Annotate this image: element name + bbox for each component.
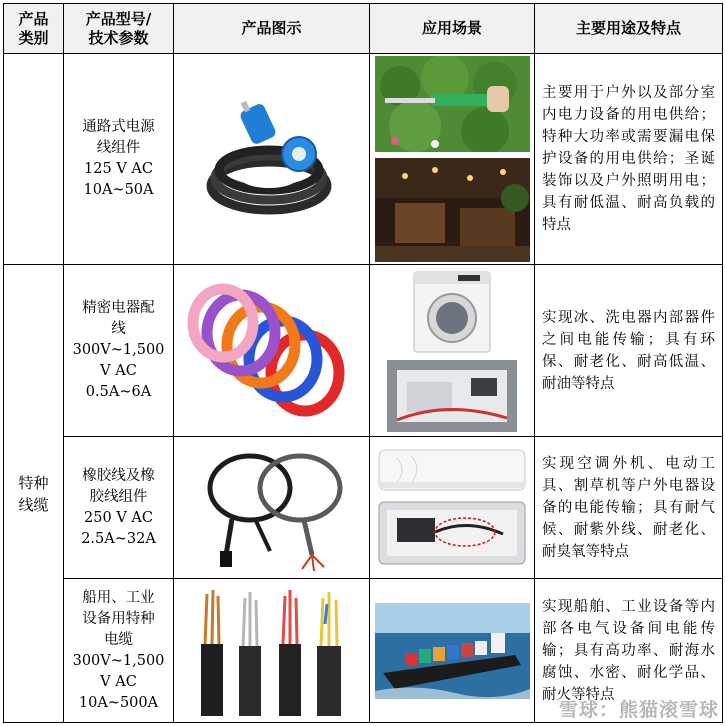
spec-cell (64, 265, 174, 437)
spec-cell (64, 579, 174, 723)
appliance-interior-photo (387, 360, 517, 432)
spec-cell (64, 54, 174, 265)
table-row (4, 265, 723, 437)
spec-line: 线 (111, 321, 126, 337)
scene-cell (370, 265, 535, 437)
washing-machine-photo (406, 270, 498, 354)
container-ship-photo (375, 603, 530, 699)
spec-line: 125 V AC (84, 161, 153, 177)
header-model-text: 产品型号/ 技术参数 (85, 9, 152, 47)
outdoor-night-lighting-photo (375, 158, 530, 262)
usage-cell: 实现冰、洗电器内部器件之间电能传输；具有环保、耐老化、耐高低温、耐油等特点 (535, 265, 723, 437)
table-row (4, 54, 723, 265)
usage-cell: 实现空调外机、电动工具、割草机等户外电器设备的电能传输；具有耐气候、耐紫外线、耐老化、耐臭氧等特点 (535, 437, 723, 579)
product-image-cell (174, 579, 370, 723)
table-row (4, 437, 723, 579)
ac-unit-wiring-photo (377, 498, 527, 568)
category-cell (4, 265, 64, 723)
spec-line: V AC (100, 673, 137, 690)
spec-cell (64, 437, 174, 579)
header-model (64, 4, 174, 54)
spec-line: 250 V AC (84, 509, 153, 526)
spec-line: 船用、工业 (82, 589, 155, 606)
usage-cell: 实现船舶、工业设备等内部各电气设备间电能传输；具有高功率、耐海水腐蚀、水密、耐化学品、耐火等特点 (535, 579, 723, 723)
spec-line: 橡胶线及橡 (82, 467, 155, 484)
spec-line: 10A~50A (83, 182, 154, 198)
product-image-cell (174, 265, 370, 437)
usage-cell: 主要用于户外以及部分室内电力设备的用电供给；特种大功率或需要漏电保护设备的用电供给；圣诞装饰以及户外照明用电；具有耐低温、耐高负载的特点 (535, 54, 723, 265)
colored-wire-coils-icon (187, 281, 357, 421)
spec-line: 0.5A~6A (85, 384, 152, 400)
header-category-text: 产品 类别 (18, 9, 49, 47)
product-image-cell (174, 437, 370, 579)
rubber-cable-assembly-icon (192, 443, 352, 573)
header-image: 产品图示 (174, 4, 370, 54)
scene-cell (370, 437, 535, 579)
coiled-power-cord-icon (197, 94, 347, 224)
spec-line: 线组件 (96, 140, 141, 156)
spec-line: 通路式电源 (82, 119, 155, 135)
category-special-text: 特种 线缆 (18, 473, 49, 514)
spec-line: 精密电器配 (82, 300, 155, 316)
table-header-row (4, 4, 723, 54)
watermark: 雪球：熊猫滚雪球 (558, 699, 719, 721)
product-table (3, 3, 723, 723)
product-image-cell (174, 54, 370, 265)
spec-line: V AC (100, 363, 137, 379)
category-cell-empty (4, 54, 64, 265)
scene-cell (370, 579, 535, 723)
header-category (4, 4, 64, 54)
air-conditioner-photo (377, 448, 527, 492)
marine-cable-cross-section-icon (187, 584, 357, 718)
scene-cell (370, 54, 535, 265)
spec-line: 300V~1,500 (72, 342, 165, 358)
spec-line: 设备用特种 (82, 610, 155, 627)
header-usage: 主要用途及特点 (535, 4, 723, 54)
spec-line: 10A~500A (78, 694, 159, 711)
spec-line: 胶线组件 (89, 488, 148, 505)
spec-line: 电缆 (104, 631, 133, 648)
hedge-trimmer-garden-photo (375, 56, 530, 152)
spec-line: 300V~1,500 (72, 652, 165, 669)
spec-line: 2.5A~32A (81, 530, 156, 547)
header-scene: 应用场景 (370, 4, 535, 54)
